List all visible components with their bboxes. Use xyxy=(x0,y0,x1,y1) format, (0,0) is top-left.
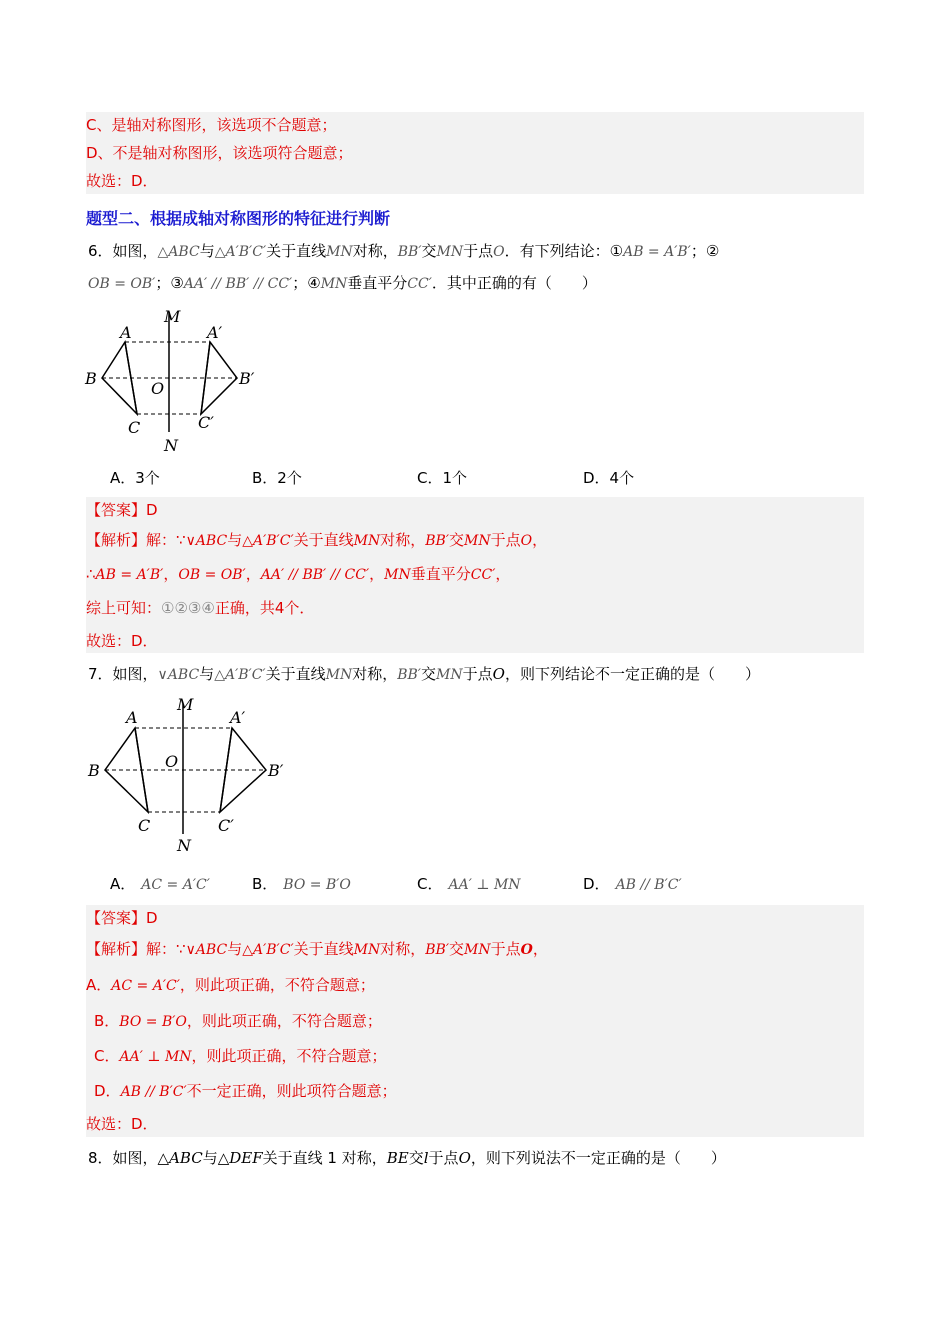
q6-label-c: C xyxy=(128,418,141,437)
q6-conclusion: 故选：D． xyxy=(86,632,158,650)
analysis-line-c: C、是轴对称图形，该选项不合题意； xyxy=(86,116,337,134)
q6-option-a: A．3个 xyxy=(110,469,160,487)
q6-analysis-line2: ∴AB = A′B′，OB = OB′，AA′ // BB′ // CC′，MN垂直平分CC′， xyxy=(86,565,511,583)
q6-label-b: B xyxy=(85,369,97,388)
q7-conclusion: 故选：D． xyxy=(86,1115,158,1133)
q7-label-b: B xyxy=(88,761,100,780)
q6-label-o: O xyxy=(151,379,165,398)
q7-label-a-prime: A′ xyxy=(230,708,246,727)
q6-label-a: A xyxy=(120,323,132,342)
q7-label-n: N xyxy=(177,836,191,855)
q6-label-c-prime: C′ xyxy=(198,413,214,432)
prev-analysis-block xyxy=(86,112,864,194)
analysis-line-d: D、不是轴对称图形，该选项符合题意； xyxy=(86,144,353,162)
q7-analysis-line1: 【解析】解：∵∨ABC与△A′B′C′关于直线MN对称，BB′交MN于点O， xyxy=(86,940,548,958)
q6-analysis-line3: 综上可知：①②③④正确，共4个． xyxy=(86,599,315,617)
q6-label-b-prime: B′ xyxy=(239,369,255,388)
q6-label-a-prime: A′ xyxy=(207,323,223,342)
q7-option-d: D． AB // B′C′ xyxy=(583,875,682,893)
q7-answer: 【答案】D xyxy=(86,909,158,927)
q6-label-m: M xyxy=(164,307,181,326)
q7-label-o: O xyxy=(165,752,179,771)
q6-label-n: N xyxy=(164,436,178,455)
analysis-conclusion: 故选：D． xyxy=(86,172,158,190)
q7-analysis-b: B．BO = B′O，则此项正确，不符合题意； xyxy=(94,1012,382,1030)
q6-figure xyxy=(80,300,270,460)
q7-label-b-prime: B′ xyxy=(268,761,284,780)
q6-stem-line2: OB = OB′；③AA′ // BB′ // CC′；④MN垂直平分CC′．其中正确的有（ ） xyxy=(88,274,597,292)
q7-option-c: C． AA′ ⊥ MN xyxy=(417,875,521,893)
q7-analysis-d: D．AB // B′C′不一定正确，则此项符合题意； xyxy=(94,1082,397,1100)
q6-option-c: C．1个 xyxy=(417,469,468,487)
q7-label-c-prime: C′ xyxy=(218,816,234,835)
q7-stem: 7．如图，∨ABC与△A′B′C′关于直线MN对称，BB′交MN于点O，则下列结论不一定正确的是（ ） xyxy=(88,665,760,683)
q7-label-m: M xyxy=(177,695,194,714)
q7-label-a: A xyxy=(126,708,138,727)
q7-analysis-block xyxy=(86,905,864,1137)
q7-option-a: A． AC = A′C′ xyxy=(110,875,210,893)
q7-analysis-c: C．AA′ ⊥ MN，则此项正确，不符合题意； xyxy=(94,1047,387,1065)
q6-option-d: D．4个 xyxy=(583,469,635,487)
q8-stem: 8．如图，△ABC与△DEF关于直线 1 对称，BE交l于点O，则下列说法不一定正确的是（ ） xyxy=(88,1149,726,1167)
q7-figure xyxy=(80,690,290,860)
q6-answer: 【答案】D xyxy=(86,501,158,519)
q7-label-c: C xyxy=(138,816,151,835)
q7-option-b: B． BO = B′O xyxy=(252,875,351,893)
section-heading: 题型二、根据成轴对称图形的特征进行判断 xyxy=(86,209,391,228)
q6-stem-line1: 6．如图，△ABC与△A′B′C′关于直线MN对称，BB′交MN于点O．有下列结论：①AB = A′B′；② xyxy=(88,242,720,260)
q6-analysis-line1: 【解析】解：∵∨ABC与△A′B′C′关于直线MN对称，BB′交MN于点O， xyxy=(86,531,548,549)
q7-analysis-a: A．AC = A′C′，则此项正确，不符合题意； xyxy=(86,976,375,994)
q6-analysis-block xyxy=(86,497,864,653)
q6-option-b: B．2个 xyxy=(252,469,302,487)
